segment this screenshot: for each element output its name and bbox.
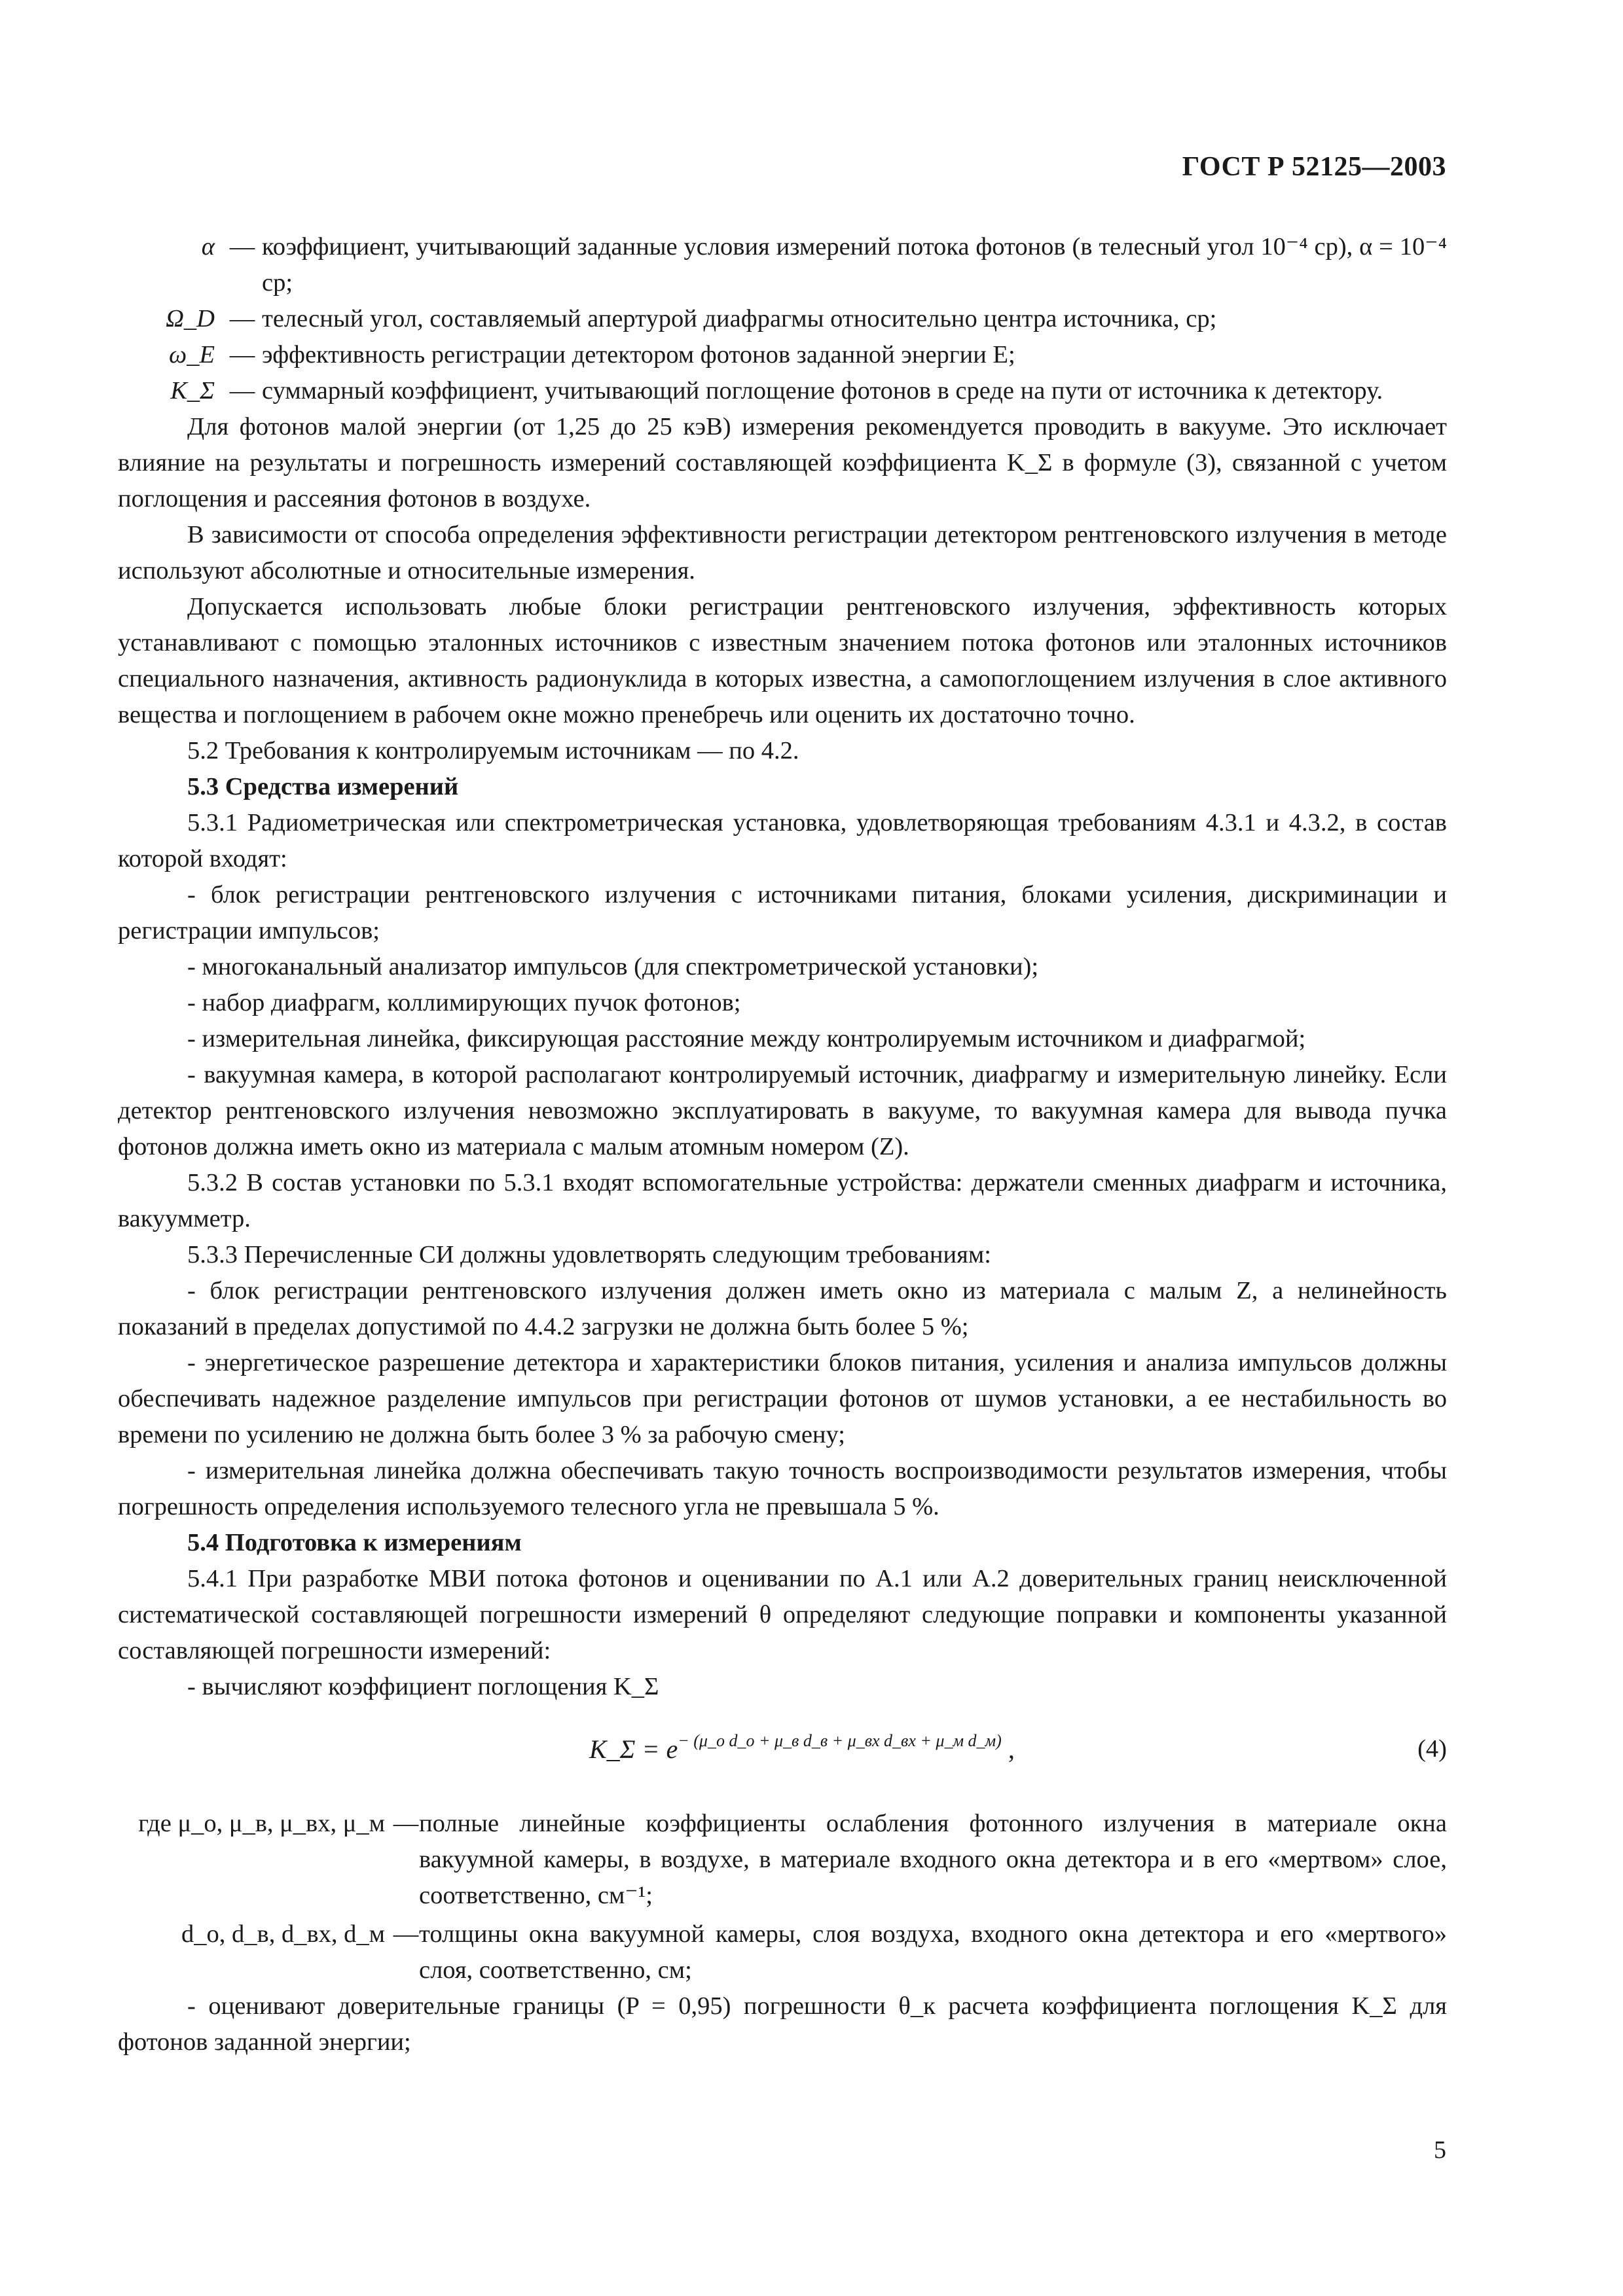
document-header: ГОСТ Р 52125—2003: [1182, 152, 1446, 182]
definition-symbol: ω_E: [169, 341, 215, 368]
paragraph: Допускается использовать любые блоки регистрации рентгеновского излучения, эффективность которых устанавливают с помощью эталонных источников с известным значением потока фотонов или эталонных источников специального назначения, активность радионуклида в которых известна, а самопоглощением излучения в слое активного вещества и поглощением в рабочем окне можно пренебречь или оценить их достаточно точно.: [118, 593, 1447, 728]
definition-symbol: K_Σ: [170, 377, 215, 404]
formula-number: (4): [1417, 1735, 1447, 1763]
definition-omega-d: Ω_D — телесный угол, составляемый апертурой диафрагмы относительно центра источника, ср;: [118, 301, 1447, 337]
where-d: d_о, d_в, d_вх, d_м — толщины окна вакуумной камеры, слоя воздуха, входного окна детектора и его «мертвого» слоя, соответственно, см;: [118, 1916, 1447, 1988]
list-item: - измерительная линейка должна обеспечивать такую точность воспроизводимости результатов измерения, чтобы погрешность определения используемого телесного угла не превышала 5 %.: [118, 1457, 1447, 1520]
definition-symbol: α: [201, 233, 215, 260]
definition-omega-e: ω_E — эффективность регистрации детектором фотонов заданной энергии E;: [118, 337, 1447, 373]
section-heading-5-3: 5.3 Средства измерений: [187, 773, 459, 800]
definition-text: телесный угол, составляемый апертурой диафрагмы относительно центра источника, ср;: [262, 305, 1217, 332]
paragraph: 5.4.1 При разработке МВИ потока фотонов и оценивании по А.1 или А.2 доверительных границ неисключенной систематической составляющей погрешности измерений θ определяют следующие поправки и компоненты указанной составляющей погрешности измерений:: [118, 1565, 1447, 1664]
paragraph: В зависимости от способа определения эффективности регистрации детектором рентгеновского излучения в методе используют абсолютные и относительные измерения.: [118, 521, 1447, 584]
definition-alpha: α — коэффициент, учитывающий заданные условия измерений потока фотонов (в телесный угол 10⁻⁴ ср), α = 10⁻⁴ ср;: [118, 229, 1447, 301]
list-item: - оценивают доверительные границы (P = 0,95) погрешности θ_к расчета коэффициента поглощения K_Σ для фотонов заданной энергии;: [118, 1992, 1447, 2056]
formula-exponent: − (μ_о d_о + μ_в d_в + μ_вх d_вх + μ_м d_м): [678, 1731, 1002, 1750]
formula-lhs: K_Σ = e: [589, 1734, 678, 1764]
list-item: - блок регистрации рентгеновского излучения должен иметь окно из материала с малым Z, а нелинейность показаний в пределах допустимой по 4.4.2 загрузки не должна быть более 5 %;: [118, 1277, 1447, 1340]
list-item: - многоканальный анализатор импульсов (для спектрометрической установки);: [187, 953, 1039, 980]
paragraph: 5.3.1 Радиометрическая или спектрометрическая установка, удовлетворяющая требованиям 4.3.1 и 4.3.2, в состав которой входят:: [118, 809, 1447, 872]
where-text: толщины окна вакуумной камеры, слоя воздуха, входного окна детектора и его «мертвого» слоя, соответственно, см;: [419, 1920, 1447, 1984]
paragraph: 5.3.3 Перечисленные СИ должны удовлетворять следующим требованиям:: [187, 1241, 991, 1268]
definition-text: коэффициент, учитывающий заданные условия измерений потока фотонов (в телесный угол 10⁻⁴ ср), α = 10⁻⁴ ср;: [262, 233, 1447, 296]
where-label: d_о, d_в, d_вх, d_м: [181, 1920, 385, 1948]
definition-k-sigma: K_Σ — суммарный коэффициент, учитывающий поглощение фотонов в среде на пути от источника к детектору.: [118, 373, 1447, 409]
where-mu: где μ_о, μ_в, μ_вх, μ_м — полные линейные коэффициенты ослабления фотонного излучения в материале окна вакуумной камеры, в воздухе, в материале входного окна детектора и в его «мертвом» слое, соответственно, см⁻¹;: [118, 1806, 1447, 1914]
paragraph: 5.3.2 В состав установки по 5.3.1 входят вспомогательные устройства: держатели сменных диафрагм и источника, вакуумметр.: [118, 1169, 1447, 1232]
formula-expression: K_Σ = $e^{- (\mu\_о d\_о + \mu\_в d\_в + \mu\_вх d\_вх + \mu\_м d\_м)}$ ,: [589, 1731, 1015, 1764]
definition-text: суммарный коэффициент, учитывающий поглощение фотонов в среде на пути от источника к детектору.: [262, 377, 1383, 404]
definition-symbol: Ω_D: [166, 305, 215, 332]
list-item: - блок регистрации рентгеновского излучения с источниками питания, блоками усиления, дискриминации и регистрации импульсов;: [118, 881, 1447, 944]
page-number: 5: [1434, 2136, 1446, 2164]
list-item: - энергетическое разрешение детектора и характеристики блоков питания, усиления и анализа импульсов должны обеспечивать надежное разделение импульсов при регистрации фотонов от шумов установки, а ее нестабильность во времени по усилению не должна быть более 3 % за рабочую смену;: [118, 1349, 1447, 1448]
definition-text: эффективность регистрации детектором фотонов заданной энергии E;: [262, 341, 1015, 368]
where-label: где μ_о, μ_в, μ_вх, μ_м: [138, 1810, 385, 1837]
paragraph: Для фотонов малой энергии (от 1,25 до 25 кэВ) измерения рекомендуется проводить в вакууме. Это исключает влияние на результаты и погрешность измерений составляющей коэффициента K_Σ в формуле (3), связанной с учетом поглощения и рассеяния фотонов в воздухе.: [118, 413, 1447, 512]
list-item: - измерительная линейка, фиксирующая расстояние между контролируемым источником и диафрагмой;: [187, 1025, 1306, 1052]
formula-4: [118, 1705, 1447, 1803]
section-heading-5-4: 5.4 Подготовка к измерениям: [187, 1529, 522, 1556]
list-item: - набор диафрагм, коллимирующих пучок фотонов;: [187, 989, 741, 1016]
list-item: - вакуумная камера, в которой располагают контролируемый источник, диафрагму и измерительную линейку. Если детектор рентгеновского излучения невозможно эксплуатировать в вакууме, то вакуумная камера для вывода пучка фотонов должна иметь окно из материала с малым атомным номером (Z).: [118, 1061, 1447, 1160]
paragraph: 5.2 Требования к контролируемым источникам — по 4.2.: [187, 737, 799, 764]
list-item: - вычисляют коэффициент поглощения K_Σ: [187, 1673, 659, 1700]
document-body: [118, 229, 1447, 2060]
where-text: полные линейные коэффициенты ослабления фотонного излучения в материале окна вакуумной камеры, в воздухе, в материале входного окна детектора и в его «мертвом» слое, соответственно, см⁻¹;: [419, 1810, 1447, 1909]
